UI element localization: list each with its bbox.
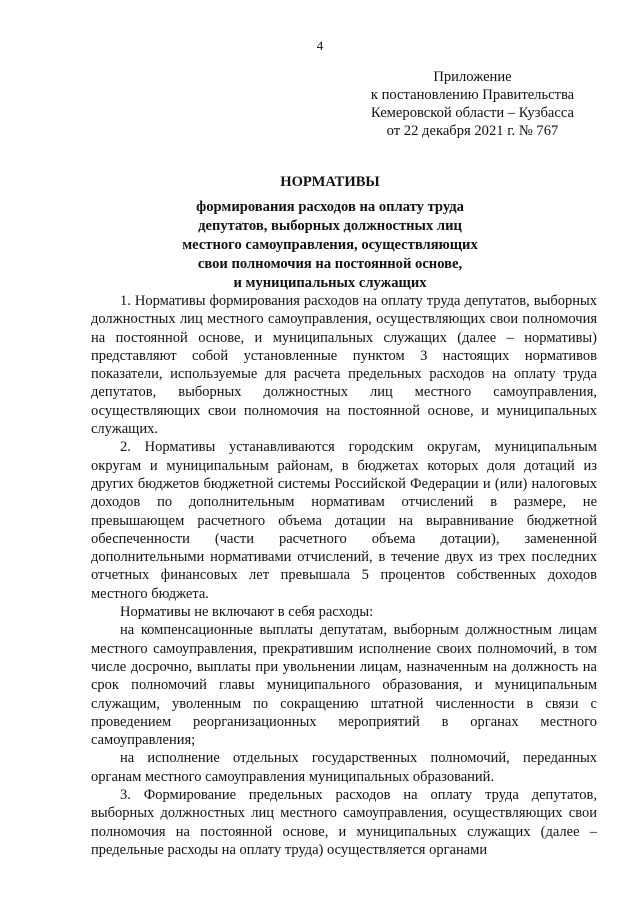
title-line: свои полномочия на постоянной основе, [197, 256, 463, 272]
paragraph: 3. Формирование предельных расходов на оплату труда депутатов, выборных должностных лиц местного самоуправления, осуществляющих свои полномочия на постоянной основе, и муниципальных служащих (далее – предельные расходы на оплату труда) осуществляется органами [91, 787, 597, 858]
paragraph: 2. Нормативы устанавливаются городским округам, муниципальным округам и муниципальным районам, в бюджетах которых доля дотаций из других бюджетов бюджетной системы Российской Федерации и (или) налоговых доходов по дополнительным нормативам отчислений в размере, не превышающем расчетного объема дотации на выравнивание бюджетной обеспеченности (части расчетного объема дотации), замененной дополнительными нормативами отчислений, в течение двух из трех последних отчетных финансовых лет превышала 5 процентов собственных доходов местного бюджета. [91, 439, 597, 602]
title-line: формирования расходов на оплату труда [196, 199, 464, 215]
title-line: местного самоуправления, осуществляющих [182, 237, 478, 253]
title-heading: НОРМАТИВЫ [280, 174, 380, 190]
appendix-block [345, 68, 600, 140]
appendix-line: Кемеровской области – Кузбасса [371, 105, 574, 121]
paragraph: 1. Нормативы формирования расходов на оплату труда депутатов, выборных должностных лиц местного самоуправления, осуществляющих свои полномочия на постоянной основе, и муниципальных служащих (далее – нормативы) представляют собой установленные пунктом 3 настоящих нормативов показатели, используемые для расчета предельных расходов на оплату труда депутатов, выборных должностных лиц местного самоуправления, осуществляющих свои полномочия на постоянной основе, и муниципальных служащих. [91, 293, 597, 438]
title-line: и муниципальных служащих [233, 275, 427, 291]
paragraph: на компенсационные выплаты депутатам, выборным должностным лицам местного самоуправления, прекратившим исполнение своих полномочий, в том числе досрочно, выплаты при увольнении лицам, назначенным на должность на срок полномочий главы муниципального образования, и муниципальным служащим, уволенным по сокращению штатной численности в связи с проведением реорганизационных мероприятий в органах местного самоуправления; [91, 622, 597, 749]
paragraph: Нормативы не включают в себя расходы: [120, 604, 374, 621]
appendix-line: Приложение [433, 69, 512, 85]
page-number: 4 [316, 38, 324, 53]
paragraph: на исполнение отдельных государственных полномочий, переданных органам местного самоуправления муниципальных образований. [91, 750, 597, 785]
appendix-line: к постановлению Правительства [370, 87, 575, 103]
document-title [150, 173, 510, 293]
appendix-line: от 22 декабря 2021 г. № 767 [386, 123, 559, 139]
document-body [91, 292, 597, 859]
title-line: депутатов, выборных должностных лиц [198, 218, 462, 234]
